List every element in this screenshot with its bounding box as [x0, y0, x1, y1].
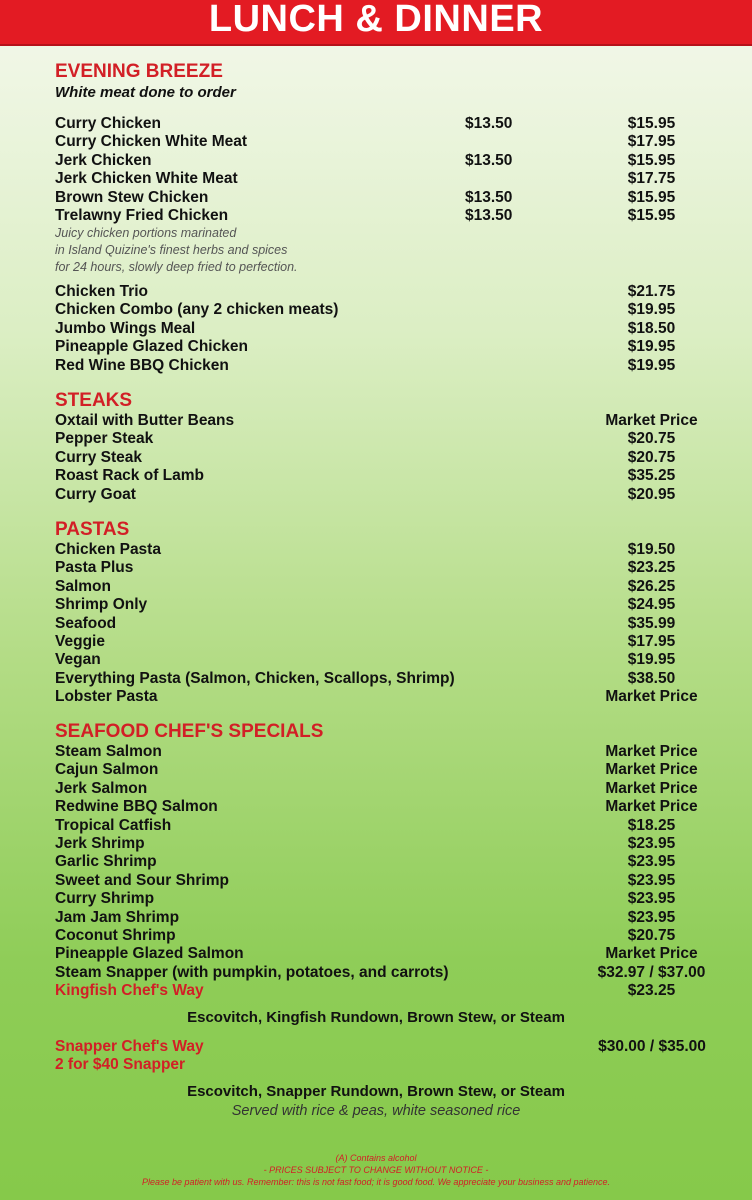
- item-name: Red Wine BBQ Chicken: [55, 356, 229, 374]
- item-name: Shrimp Only: [55, 596, 148, 614]
- page-title: LUNCH & DINNER: [208, 0, 544, 40]
- item-name: Curry Chicken White Meat: [55, 133, 248, 151]
- item-price: $20.95: [627, 485, 676, 503]
- item-price: $20.75: [627, 448, 676, 466]
- item-name: 2 for $40 Snapper: [55, 1056, 186, 1074]
- item-name: Jam Jam Shrimp: [55, 908, 180, 926]
- menu-item: [55, 945, 725, 963]
- item-price: $26.25: [627, 577, 676, 595]
- menu-item: [55, 615, 725, 633]
- item-price: Market Price: [605, 412, 698, 429]
- menu-item: [55, 283, 725, 301]
- footer-line: (A) Contains alcohol: [335, 1153, 417, 1163]
- item-price-large: $15.95: [627, 151, 676, 169]
- menu-item: [55, 189, 725, 207]
- item-name: Coconut Shrimp: [55, 926, 176, 944]
- menu-item: [55, 817, 725, 835]
- item-name: Salmon: [55, 577, 111, 595]
- description-line: for 24 hours, slowly deep fried to perfection.: [55, 260, 298, 275]
- item-price-small: $13.50: [465, 151, 513, 169]
- served-with-note: Served with rice & peas, white seasoned rice: [231, 1103, 521, 1119]
- menu-item: [55, 320, 725, 338]
- footer-note: [0, 1152, 752, 1188]
- menu-item: [55, 338, 725, 356]
- item-name: Pepper Steak: [55, 430, 154, 448]
- item-name: Jerk Salmon: [55, 779, 148, 797]
- item-price-large: $15.95: [627, 115, 676, 132]
- menu-item: [55, 1038, 725, 1056]
- evening-breeze-items-2: [55, 283, 725, 375]
- menu-item: [55, 651, 725, 669]
- item-name: Kingfish Chef's Way: [55, 982, 204, 1000]
- item-price: $38.50: [627, 669, 676, 687]
- item-name: Jerk Shrimp: [55, 834, 145, 852]
- item-price-large: $15.95: [627, 206, 676, 224]
- item-price: Market Price: [605, 688, 698, 706]
- menu-item: [55, 412, 725, 430]
- menu-item: [55, 670, 725, 688]
- item-name: Steam Snapper (with pumpkin, potatoes, and carrots): [55, 963, 449, 981]
- menu-item: [55, 170, 725, 188]
- menu-item: [55, 835, 725, 853]
- item-price: $23.95: [627, 871, 676, 889]
- item-price: $35.25: [627, 467, 676, 485]
- menu-item: [55, 467, 725, 485]
- item-name: Garlic Shrimp: [55, 853, 157, 871]
- menu-item: [55, 853, 725, 871]
- item-name: Cajun Salmon: [55, 761, 159, 779]
- description-line: Juicy chicken portions marinated: [55, 226, 237, 241]
- item-name: Redwine BBQ Salmon: [55, 798, 218, 816]
- item-name: Trelawny Fried Chicken: [55, 206, 229, 224]
- menu-item: [55, 982, 725, 1000]
- evening-breeze-items: [55, 115, 725, 276]
- section-title: STEAKS: [55, 390, 133, 411]
- item-price: $23.95: [627, 834, 676, 852]
- snapper-block: [55, 1038, 725, 1075]
- footer-line: Please be patient with us. Remember: this is not fast food; it is good food. We appreciate your business and patience.: [141, 1177, 611, 1187]
- item-price-small: $13.50: [465, 206, 513, 224]
- item-name: Curry Goat: [55, 485, 136, 503]
- item-name: Brown Stew Chicken: [55, 188, 209, 206]
- item-name: Jumbo Wings Meal: [55, 319, 196, 337]
- item-price-large: $17.75: [627, 170, 676, 188]
- item-price: $23.95: [627, 908, 676, 926]
- menu-item: [55, 301, 725, 319]
- pastas-section: [55, 519, 725, 707]
- item-price: $24.95: [627, 596, 676, 614]
- item-name: Vegan: [55, 651, 101, 669]
- item-name: Veggie: [55, 632, 105, 650]
- item-price-small: $13.50: [465, 115, 513, 132]
- menu-item: [55, 890, 725, 908]
- item-price: $20.75: [627, 926, 676, 944]
- menu-item: [55, 115, 725, 133]
- seafood-section: [55, 721, 725, 1000]
- item-name: Roast Rack of Lamb: [55, 467, 205, 485]
- section-title: EVENING BREEZE: [55, 61, 223, 82]
- item-price: $23.25: [627, 982, 676, 1000]
- menu-item: [55, 486, 725, 504]
- header-banner: [0, 0, 752, 46]
- item-price: Market Price: [605, 761, 698, 779]
- item-name: Lobster Pasta: [55, 688, 158, 706]
- item-price: Market Price: [605, 945, 698, 963]
- item-price: $32.97 / $37.00: [597, 963, 706, 981]
- item-price: $18.25: [627, 816, 676, 834]
- item-price: Market Price: [605, 743, 698, 760]
- item-name: Steam Salmon: [55, 743, 162, 760]
- menu-item: [55, 559, 725, 577]
- item-name: Pineapple Glazed Chicken: [55, 338, 248, 356]
- menu-item: [55, 688, 725, 706]
- item-name: Seafood: [55, 614, 117, 632]
- item-price: $18.50: [627, 319, 676, 337]
- menu-item: [55, 430, 725, 448]
- item-price: $35.99: [627, 614, 676, 632]
- item-name: Everything Pasta (Salmon, Chicken, Scallops, Shrimp): [55, 669, 455, 687]
- menu-item: [55, 927, 725, 945]
- menu-item: [55, 798, 725, 816]
- section-title: SEAFOOD CHEF'S SPECIALS: [55, 721, 324, 742]
- menu-item: [55, 964, 725, 982]
- item-price: $23.25: [627, 559, 676, 577]
- menu-item: [55, 578, 725, 596]
- snapper-options: Escovitch, Snapper Rundown, Brown Stew, or Steam: [187, 1083, 565, 1100]
- menu-item: [55, 357, 725, 375]
- item-price: $30.00 / $35.00: [598, 1038, 706, 1055]
- menu-item: [55, 152, 725, 170]
- menu-item: [55, 909, 725, 927]
- item-name: Curry Shrimp: [55, 890, 155, 908]
- menu-item: [55, 761, 725, 779]
- description-line: in Island Quizine's finest herbs and spices: [55, 243, 288, 258]
- menu-item: [55, 1056, 725, 1074]
- item-price-small: $13.50: [465, 188, 513, 206]
- item-price: Market Price: [605, 798, 698, 816]
- item-name: Chicken Trio: [55, 283, 149, 300]
- menu-item: [55, 596, 725, 614]
- menu-item: [55, 780, 725, 798]
- section-subtitle: White meat done to order: [55, 84, 236, 101]
- item-price-large: $15.95: [627, 188, 676, 206]
- steaks-section: [55, 390, 725, 504]
- item-price: $19.95: [627, 338, 676, 356]
- menu-item: [55, 743, 725, 761]
- item-name: [55, 301, 338, 319]
- item-name: Chicken Pasta: [55, 541, 161, 558]
- menu-item: [55, 633, 725, 651]
- item-name: Jerk Chicken: [55, 151, 152, 169]
- menu-item: [55, 872, 725, 890]
- item-name: Oxtail with Butter Beans: [55, 412, 235, 429]
- evening-breeze-section: [55, 61, 725, 103]
- footer-line: - PRICES SUBJECT TO CHANGE WITHOUT NOTICE -: [263, 1165, 489, 1175]
- item-price: $19.95: [627, 651, 676, 669]
- item-name: Pineapple Glazed Salmon: [55, 945, 244, 963]
- item-name: Jerk Chicken White Meat: [55, 170, 238, 188]
- item-price: $23.95: [627, 890, 676, 908]
- item-name: Curry Steak: [55, 448, 143, 466]
- item-name: Snapper Chef's Way: [55, 1038, 204, 1055]
- item-price: $21.75: [627, 283, 676, 300]
- item-price: $23.95: [627, 853, 676, 871]
- menu-item: [55, 449, 725, 467]
- item-name: Curry Chicken: [55, 115, 161, 132]
- menu-item: [55, 207, 725, 225]
- item-price: $20.75: [627, 430, 676, 448]
- section-title: PASTAS: [55, 519, 130, 540]
- menu-item: [55, 133, 725, 151]
- item-price-large: $17.95: [627, 133, 676, 151]
- kingfish-options: Escovitch, Kingfish Rundown, Brown Stew, or Steam: [187, 1009, 565, 1026]
- item-name: Tropical Catfish: [55, 816, 172, 834]
- item-name: Pasta Plus: [55, 559, 134, 577]
- item-price: $19.50: [627, 541, 676, 558]
- item-name: Sweet and Sour Shrimp: [55, 871, 229, 889]
- menu-item: [55, 541, 725, 559]
- item-description: [55, 225, 725, 276]
- item-price: $19.95: [627, 356, 676, 374]
- item-price: $17.95: [627, 632, 676, 650]
- item-name-main: Chicken Combo (any 2 chicken meats): [55, 301, 339, 319]
- item-price: $19.95: [627, 301, 676, 319]
- item-price: Market Price: [605, 779, 698, 797]
